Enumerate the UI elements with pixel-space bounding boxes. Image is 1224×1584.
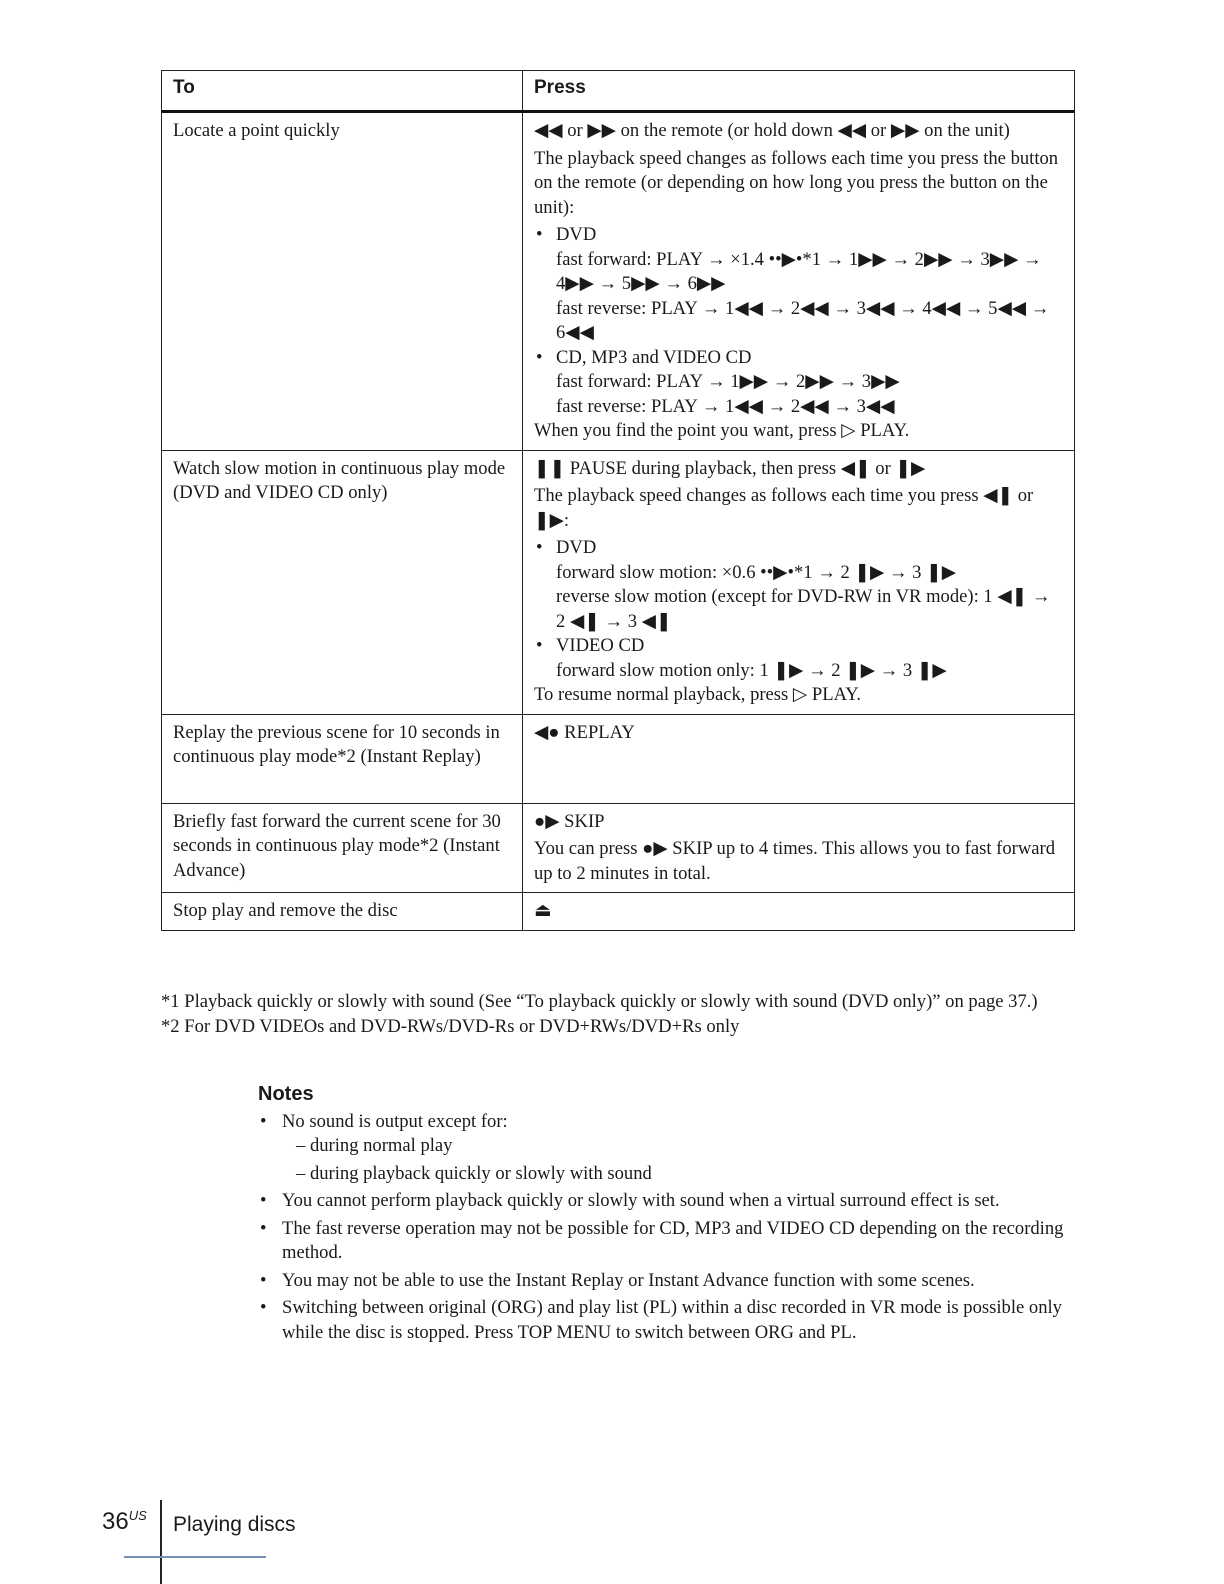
press-description: You can press ●▶ SKIP up to 4 times. This allows you to fast forward up to 2 minutes in total. <box>534 838 1055 884</box>
press-description: The playback speed changes as follows each time you press ◀❚ or ❚▶: <box>534 485 1034 531</box>
eject-icon: ⏏ <box>534 900 552 921</box>
row-to-cell: Locate a point quickly <box>162 112 523 451</box>
note-item: • The fast reverse operation may not be possible for CD, MP3 and VIDEO CD depending on the recording method. <box>258 1217 1078 1266</box>
note-item: • You may not be able to use the Instant Replay or Instant Advance function with some scenes. <box>258 1269 1078 1294</box>
row-press-cell <box>523 714 1075 803</box>
list-item-dvd: • DVD <box>534 223 1064 248</box>
row-press-cell <box>523 803 1075 893</box>
row-press-cell <box>523 112 1075 451</box>
note-subitem: – during normal play <box>296 1135 453 1156</box>
vcd-forward-slow: forward slow motion only: 1 ❚▶ → 2 ❚▶ → 3 ❚▶ <box>556 659 947 681</box>
section-title: Playing discs <box>173 1513 296 1536</box>
operations-table <box>161 70 1075 931</box>
footer-divider <box>160 1500 162 1584</box>
press-instruction: ◀◀ or ▶▶ on the remote (or hold down ◀◀ or ▶▶ on the unit) <box>534 120 1010 141</box>
dvd-fast-forward: fast forward: PLAY → ×1.4 ••▶•*1 → 1▶▶ → 2▶▶ → 3▶▶ → 4▶▶ → 5▶▶ → 6▶▶ <box>556 248 1042 294</box>
list-item-cd: • CD, MP3 and VIDEO CD <box>534 346 1064 371</box>
dvd-reverse-slow: reverse slow motion (except for DVD-RW in VR mode): 1 ◀❚ → 2 ◀❚ → 3 ◀❚ <box>556 586 1051 632</box>
note-subitem: – during playback quickly or slowly with sound <box>296 1162 652 1184</box>
replay-button-label: ◀● REPLAY <box>534 721 635 743</box>
note-item: • Switching between original (ORG) and play list (PL) within a disc recorded in VR mode is possible only while the disc is stopped. Press TOP MENU to switch between ORG and PL. <box>258 1296 1078 1345</box>
row-press-cell <box>523 893 1075 931</box>
header-press: Press <box>523 71 1075 112</box>
cd-fast-reverse: fast reverse: PLAY → 1◀◀ → 2◀◀ → 3◀◀ <box>556 395 895 417</box>
row-to-cell: Stop play and remove the disc <box>162 893 523 931</box>
press-end-note: To resume normal playback, press ▷ PLAY. <box>534 684 861 705</box>
footer-rule <box>124 1556 266 1558</box>
page-suffix: US <box>128 1508 147 1523</box>
press-end-note: When you find the point you want, press ▷ PLAY. <box>534 420 910 441</box>
press-description: The playback speed changes as follows each time you press the button on the remote (or depending on how long you press the button on the unit): <box>534 147 1059 218</box>
table-row <box>162 112 1075 451</box>
dvd-fast-reverse: fast reverse: PLAY → 1◀◀ → 2◀◀ → 3◀◀ → 4◀◀ → 5◀◀ → 6◀◀ <box>556 297 1050 343</box>
table-row <box>162 450 1075 714</box>
table-row <box>162 803 1075 893</box>
dvd-forward-slow: forward slow motion: ×0.6 ••▶•*1 → 2 ❚▶ → 3 ❚▶ <box>556 561 957 583</box>
cd-fast-forward: fast forward: PLAY → 1▶▶ → 2▶▶ → 3▶▶ <box>556 371 900 392</box>
footnotes <box>161 990 1074 1039</box>
page-number-value: 36 <box>102 1508 129 1535</box>
table-header-row <box>162 71 1075 112</box>
list-item-video-cd: • VIDEO CD <box>534 634 1064 659</box>
row-press-cell <box>523 450 1075 714</box>
note-item: • You cannot perform playback quickly or slowly with sound when a virtual surround effect is set. <box>258 1189 1078 1214</box>
footnote-1: *1 Playback quickly or slowly with sound (See “To playback quickly or slowly with sound (DVD only)” on page 37.) <box>161 991 1038 1012</box>
row-to-cell: Watch slow motion in continuous play mode (DVD and VIDEO CD only) <box>162 450 523 714</box>
table-row <box>162 714 1075 803</box>
row-to-cell: Replay the previous scene for 10 seconds in continuous play mode*2 (Instant Replay) <box>162 714 523 803</box>
table-row <box>162 893 1075 931</box>
notes-title: Notes <box>258 1083 314 1105</box>
row-to-cell: Briefly fast forward the current scene for 30 seconds in continuous play mode*2 (Instant Advance) <box>162 803 523 893</box>
notes-section <box>258 1082 1078 1348</box>
list-item-dvd: • DVD <box>534 536 1064 561</box>
note-text: • No sound is output except for: <box>282 1110 508 1132</box>
press-instruction: ❚❚ PAUSE during playback, then press ◀❚ or ❚▶ <box>534 457 926 479</box>
skip-button-label: ●▶ SKIP <box>534 810 605 832</box>
note-item <box>258 1110 1078 1187</box>
header-to: To <box>162 71 523 112</box>
page-number <box>102 1508 147 1536</box>
footnote-2: *2 For DVD VIDEOs and DVD-RWs/DVD-Rs or DVD+RWs/DVD+Rs only <box>161 1015 740 1037</box>
